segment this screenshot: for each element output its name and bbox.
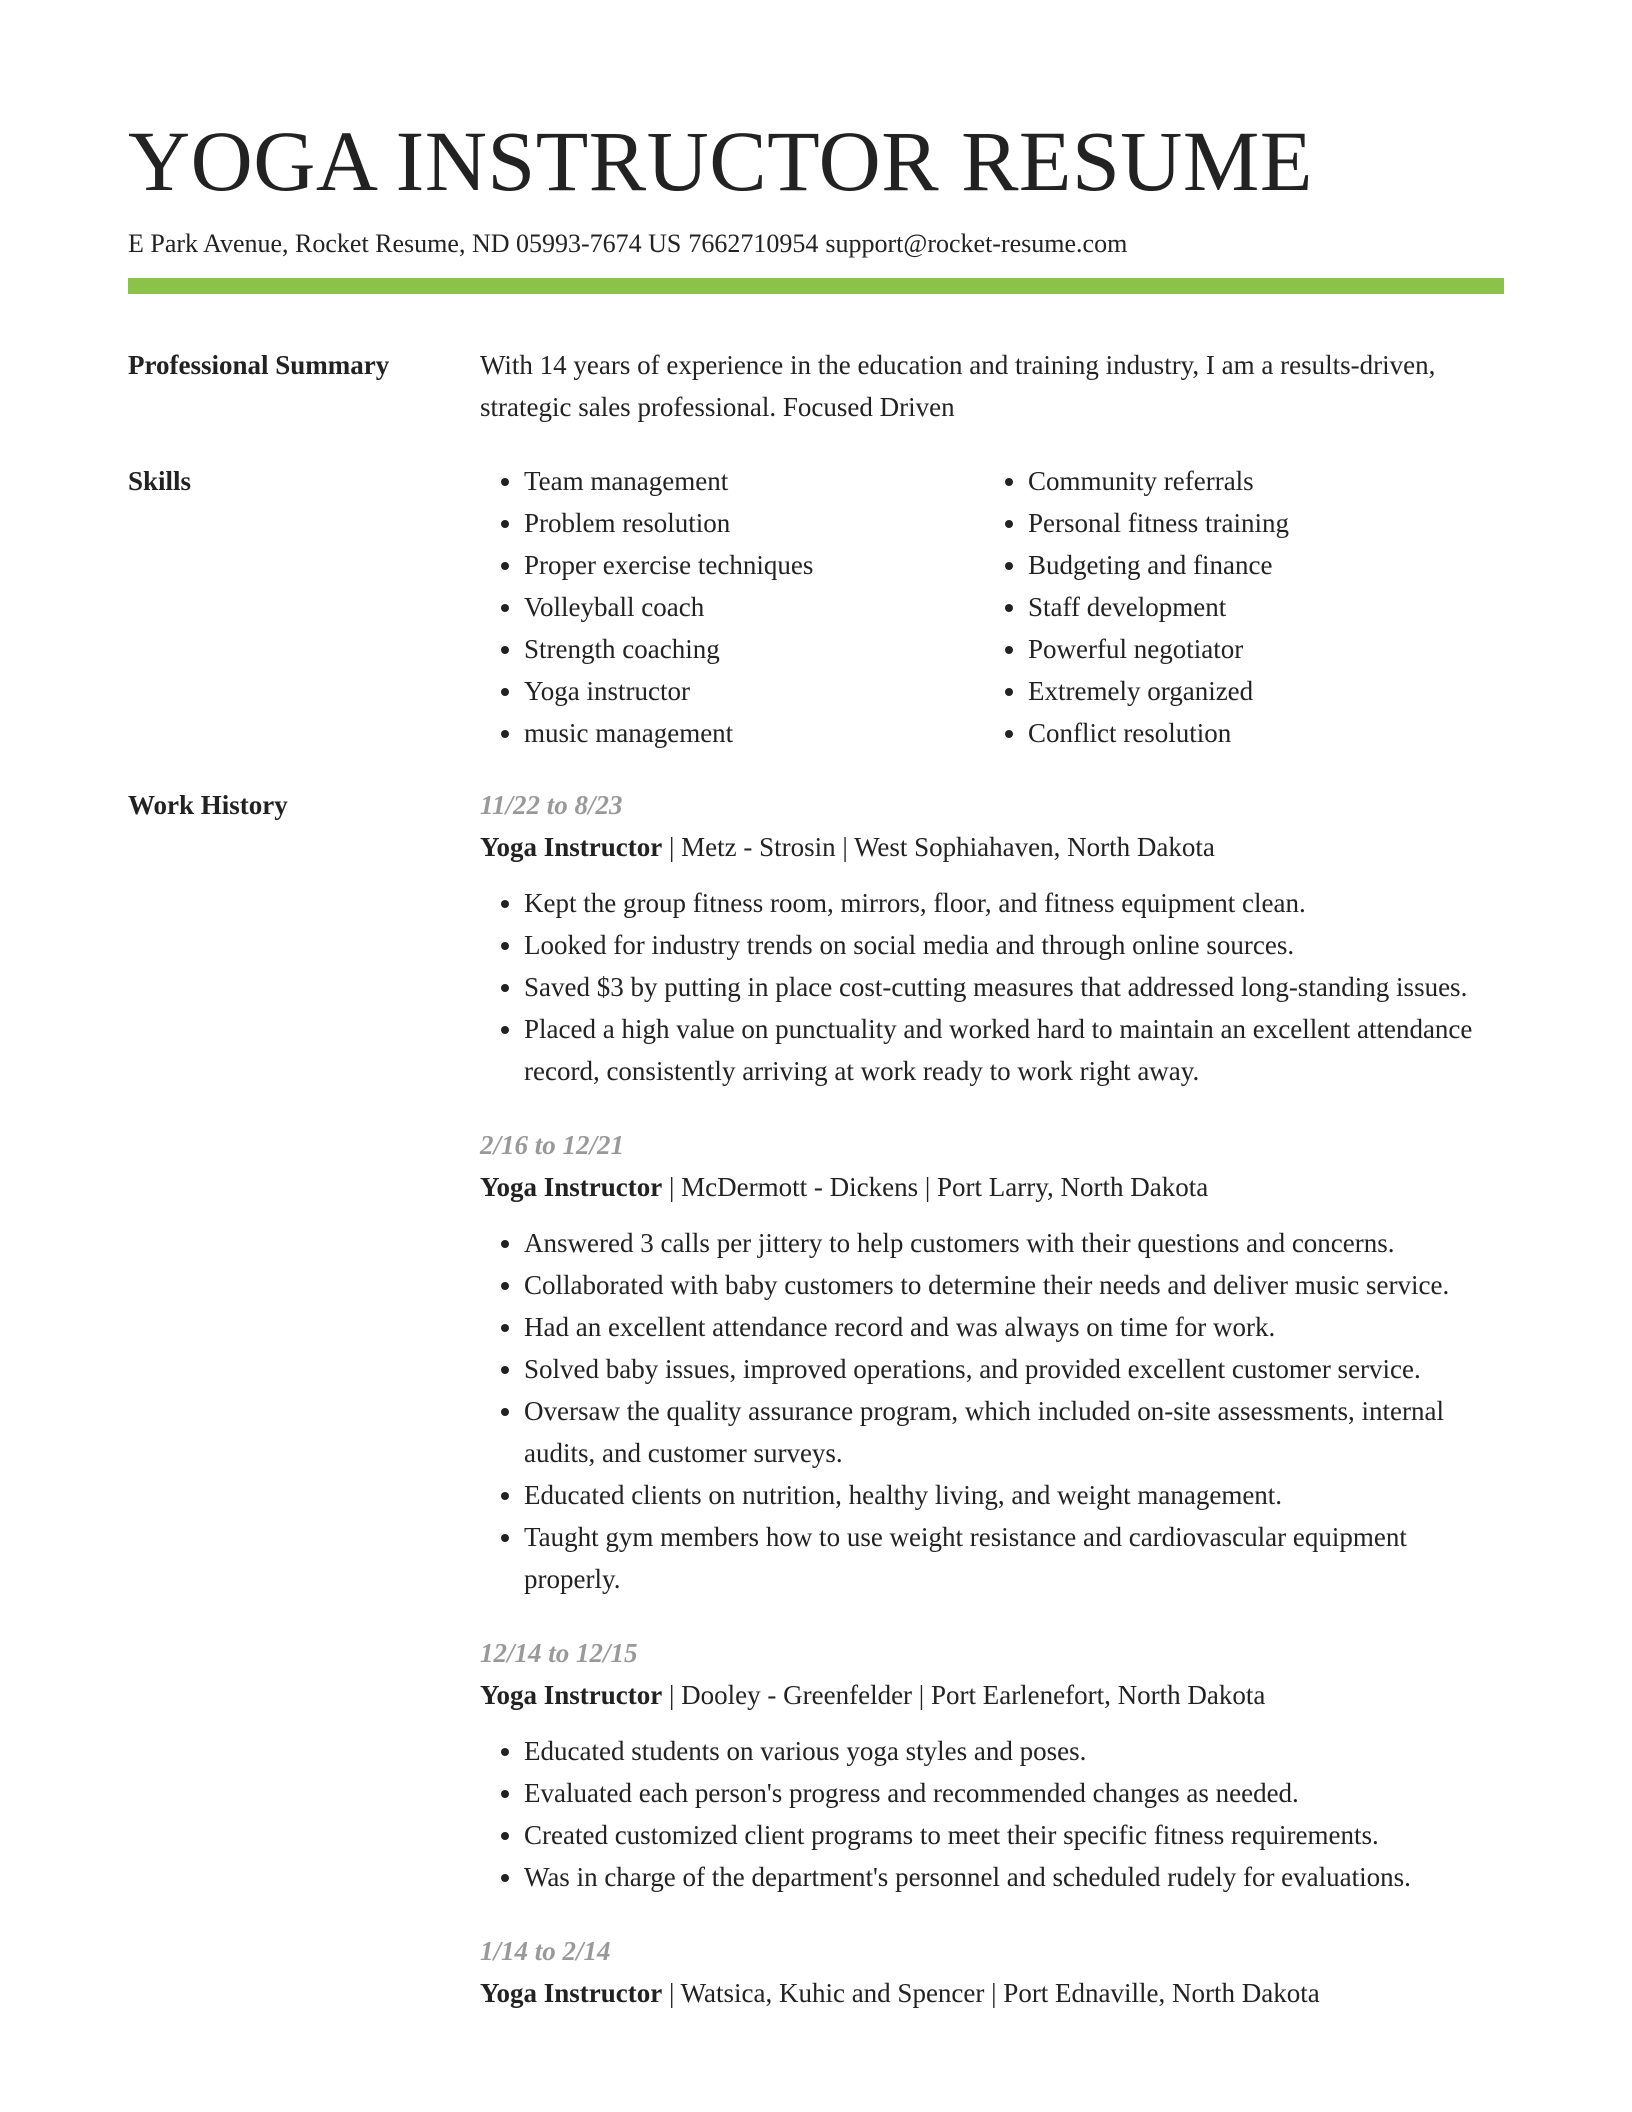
job-company: McDermott - Dickens <box>681 1172 919 1202</box>
job-entry <box>480 784 1504 1092</box>
job-bullets <box>480 1222 1504 1600</box>
job-entry <box>480 1124 1504 1600</box>
job-bullet: • Created customized client programs to meet their specific fitness requirements. <box>524 1814 1504 1856</box>
contact-email: support@rocket-resume.com <box>825 229 1128 258</box>
skill-item: • Staff development <box>1028 586 1289 628</box>
job-bullet: • Taught gym members how to use weight resistance and cardiovascular equipment properly. <box>524 1516 1504 1600</box>
skill-item: • music management <box>524 712 984 754</box>
skill-item: • Yoga instructor <box>524 670 984 712</box>
skill-item: • Strength coaching <box>524 628 984 670</box>
job-heading <box>480 826 1504 868</box>
job-title: Yoga Instructor <box>480 1680 663 1710</box>
skills-section <box>128 460 1504 754</box>
skill-item: • Personal fitness training <box>1028 502 1289 544</box>
skill-item: • Team management <box>524 460 984 502</box>
job-heading <box>480 1972 1504 2014</box>
job-heading <box>480 1166 1504 1208</box>
job-bullets <box>480 1730 1504 1898</box>
job-separator: | <box>842 832 848 862</box>
job-dates: 12/14 to 12/15 <box>480 1638 638 1668</box>
job-bullets <box>480 882 1504 1092</box>
header-divider <box>128 278 1504 294</box>
job-bullet: • Answered 3 calls per jittery to help customers with their questions and concerns. <box>524 1222 1504 1264</box>
skills-columns <box>480 460 1504 754</box>
skill-item: • Volleyball coach <box>524 586 984 628</box>
contact-line <box>128 226 1504 262</box>
summary-text: With 14 years of experience in the education and training industry, I am a results-driven, strategic sales professional. Focused Driven <box>480 350 1436 422</box>
job-separator: | <box>669 1680 675 1710</box>
job-dates: 2/16 to 12/21 <box>480 1130 625 1160</box>
job-bullet: • Evaluated each person's progress and recommended changes as needed. <box>524 1772 1504 1814</box>
job-bullet: • Collaborated with baby customers to determine their needs and deliver music service. <box>524 1264 1504 1306</box>
skills-list-right <box>984 460 1289 754</box>
skill-item: • Proper exercise techniques <box>524 544 984 586</box>
summary-label: Professional Summary <box>128 350 390 380</box>
job-bullet: • Placed a high value on punctuality and worked hard to maintain an excellent attendance record, consistently arriving at work ready to work right away. <box>524 1008 1504 1092</box>
job-bullet: • Looked for industry trends on social media and through online sources. <box>524 924 1504 966</box>
job-title: Yoga Instructor <box>480 832 663 862</box>
job-title: Yoga Instructor <box>480 1172 663 1202</box>
job-dates: 11/22 to 8/23 <box>480 790 623 820</box>
job-separator: | <box>924 1172 931 1202</box>
job-company: Watsica, Kuhic and Spencer <box>680 1978 985 2008</box>
job-bullet: • Solved baby issues, improved operations, and provided excellent customer service. <box>524 1348 1504 1390</box>
job-bullet: • Educated clients on nutrition, healthy living, and weight management. <box>524 1474 1504 1516</box>
work-history-entries <box>480 784 1504 2014</box>
summary-section <box>128 344 1504 428</box>
job-separator: | <box>669 1172 675 1202</box>
job-company: Metz - Strosin <box>681 832 836 862</box>
job-entry <box>480 1930 1504 2014</box>
job-heading <box>480 1674 1504 1716</box>
work-history-label: Work History <box>128 790 288 820</box>
job-location: Port Ednaville, North Dakota <box>1003 1978 1320 2008</box>
contact-phone: 7662710954 <box>688 229 819 258</box>
job-bullet: • Kept the group fitness room, mirrors, floor, and fitness equipment clean. <box>524 882 1504 924</box>
skill-item: • Conflict resolution <box>1028 712 1289 754</box>
skill-item: • Powerful negotiator <box>1028 628 1289 670</box>
job-location: West Sophiahaven, North Dakota <box>854 832 1215 862</box>
skill-item: • Extremely organized <box>1028 670 1289 712</box>
job-separator: | <box>669 1978 675 2008</box>
job-separator: | <box>918 1680 925 1710</box>
skills-list-left <box>480 460 984 754</box>
skill-item: • Community referrals <box>1028 460 1289 502</box>
skill-item: • Problem resolution <box>524 502 984 544</box>
job-bullet: • Oversaw the quality assurance program, which included on-site assessments, internal audits, and customer surveys. <box>524 1390 1504 1474</box>
job-bullet: • Was in charge of the department's personnel and scheduled rudely for evaluations. <box>524 1856 1504 1898</box>
job-bullet: • Had an excellent attendance record and was always on time for work. <box>524 1306 1504 1348</box>
job-entry <box>480 1632 1504 1898</box>
skill-item: • Budgeting and finance <box>1028 544 1289 586</box>
contact-address: E Park Avenue, Rocket Resume, ND 05993-7674 US <box>128 229 682 258</box>
work-history-section <box>128 784 1504 2014</box>
job-dates: 1/14 to 2/14 <box>480 1936 611 1966</box>
job-location: Port Larry, North Dakota <box>937 1172 1209 1202</box>
job-separator: | <box>991 1978 997 2008</box>
job-company: Dooley - Greenfelder <box>681 1680 913 1710</box>
job-location: Port Earlenefort, North Dakota <box>930 1680 1266 1710</box>
job-title: Yoga Instructor <box>480 1978 663 2008</box>
skills-label: Skills <box>128 466 192 496</box>
job-separator: | <box>669 832 675 862</box>
job-bullet: • Educated students on various yoga styles and poses. <box>524 1730 1504 1772</box>
job-bullet: • Saved $3 by putting in place cost-cutting measures that addressed long-standing issues. <box>524 966 1504 1008</box>
resume-title: YOGA INSTRUCTOR RESUME <box>128 113 1313 209</box>
